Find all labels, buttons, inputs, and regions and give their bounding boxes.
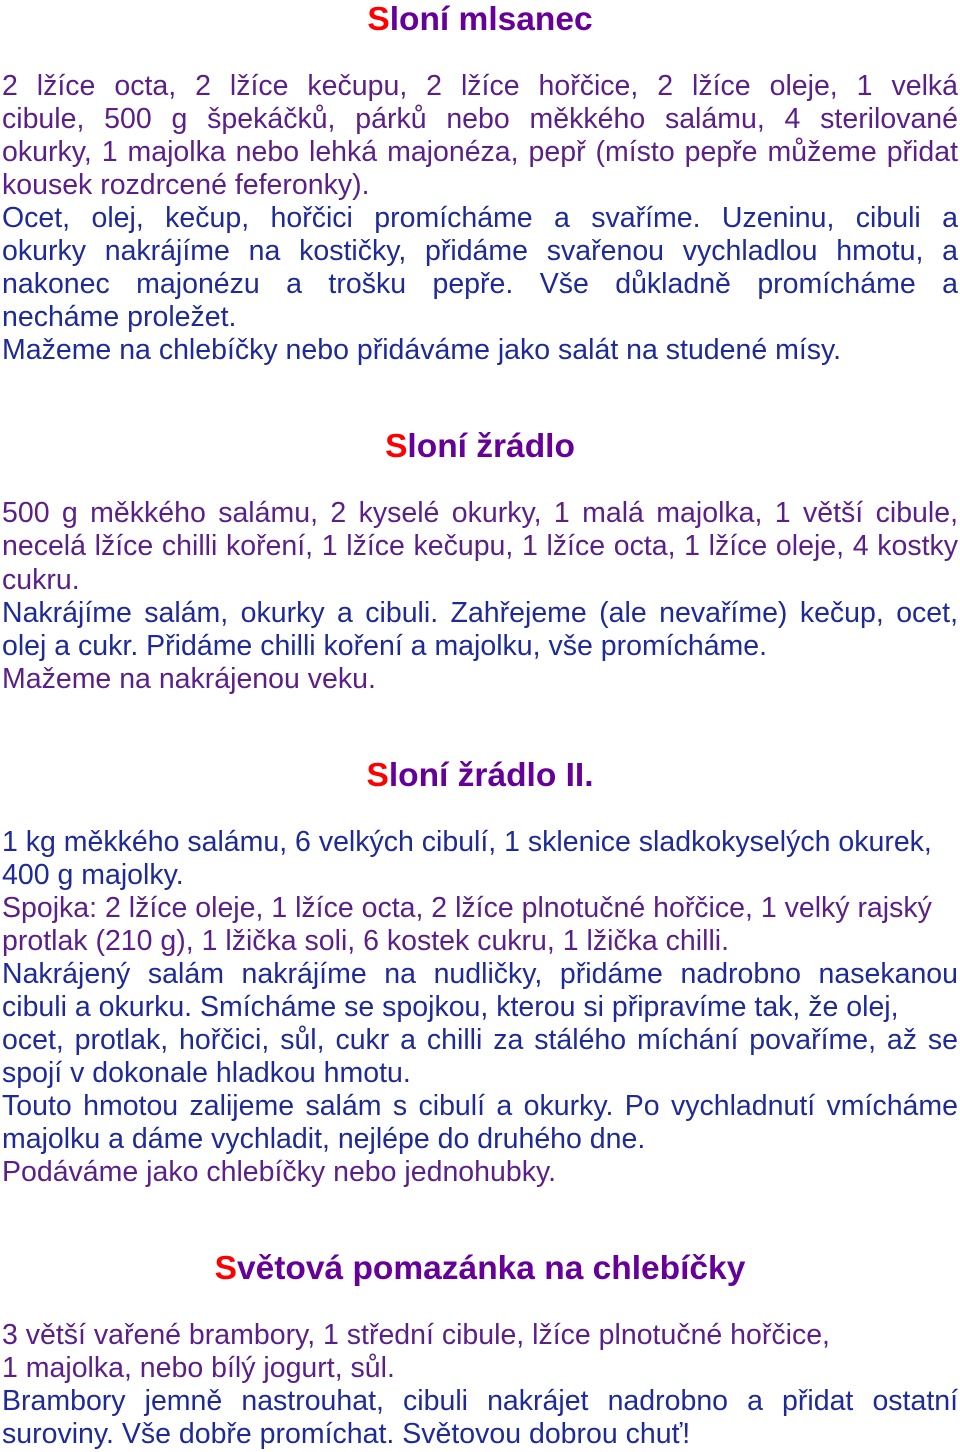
text-line: 2 lžíce octa, 2 lžíce kečupu, 2 lžíce hořčice, 2 lžíce oleje, 1 velká: [2, 70, 958, 102]
title-initial: S: [214, 1250, 238, 1288]
text-line: olej a cukr. Přidáme chilli koření a majolku, vše promícháme.: [2, 629, 768, 662]
instructions-paragraph: [2, 1090, 958, 1156]
text-line: okurky, 1 majolka nebo lehká majonéza, pepř (místo pepře můžeme přidat: [2, 136, 958, 169]
recipe-title: [2, 1250, 958, 1288]
text-line: Mažeme na nakrájenou veku.: [2, 662, 376, 695]
title-initial: S: [366, 756, 389, 794]
text-line: spojí v dokonale hladkou hmotu.: [2, 1057, 411, 1090]
text-line: okurky nakrájíme na kostičky, přidáme svařenou vychladlou hmotu, a: [2, 235, 958, 268]
title-rest: loní mlsanec: [389, 1, 593, 38]
text-line: Touto hmotou zalijeme salám s cibulí a okurky. Po vychladnutí vmícháme: [2, 1090, 958, 1123]
text-line: Brambory jemně nastrouhat, cibuli nakrájet nadrobno a přidat ostatní: [2, 1385, 958, 1418]
sauce-paragraph: [2, 892, 958, 958]
ingredients-paragraph: [2, 70, 958, 202]
instructions-paragraph: [2, 202, 958, 334]
text-line: suroviny. Vše dobře promíchat. Světovou dobrou chuť!: [2, 1418, 691, 1451]
text-line: 400 g majolky.: [2, 858, 184, 891]
text-line: Spojka: 2 lžíce oleje, 1 lžíce octa, 2 lžíce plnotučné hořčice, 1 velký rajský: [2, 891, 932, 924]
text-line: majolku a dáme vychladit, nejlépe do druhého dne.: [2, 1123, 646, 1156]
text-line: ocet, protlak, hořčici, sůl, cukr a chilli za stálého míchání povaříme, až se: [2, 1023, 958, 1056]
text-line: 1 kg měkkého salámu, 6 velkých cibulí, 1 sklenice sladkokyselých okurek,: [2, 825, 932, 858]
recipe-sloni-zradlo-ii: [2, 757, 958, 1190]
recipe-sloni-mlsanec: [2, 1, 958, 367]
text-line: nakonec majonézu a trošku pepře. Vše důkladně promícháme a: [2, 268, 958, 301]
text-line: Nakrájený salám nakrájíme na nudličky, přidáme nadrobno nasekanou: [2, 957, 958, 990]
text-line: kousek rozdrcené feferonky).: [2, 169, 370, 202]
ingredients-paragraph: [2, 1319, 958, 1385]
title-rest: větová pomazánka na chlebíčky: [237, 1250, 746, 1288]
instructions-paragraph: [2, 597, 958, 663]
text-line: cibule, 500 g špekáčků, párků nebo měkkého salámu, 4 sterilované: [2, 103, 958, 136]
recipe-title: [2, 757, 958, 795]
text-line: 1 majolka, nebo bílý jogurt, sůl.: [2, 1352, 395, 1385]
text-line: cibuli a okurku. Smícháme se spojkou, kterou si připravíme tak, že olej,: [2, 990, 899, 1023]
text-line: 500 g měkkého salámu, 2 kyselé okurky, 1 malá majolka, 1 větší cibule,: [2, 497, 958, 530]
text-line: 3 větší vařené brambory, 1 střední cibule, lžíce plnotučné hořčice,: [2, 1319, 830, 1352]
serving-paragraph: [2, 334, 958, 367]
text-line: Podáváme jako chlebíčky nebo jednohubky.: [2, 1156, 556, 1189]
instructions-paragraph: [2, 958, 958, 1090]
text-line: necelá lžíce chilli koření, 1 lžíce kečupu, 1 lžíce octa, 1 lžíce oleje, 4 kostky: [2, 530, 958, 563]
recipe-title: [2, 428, 958, 466]
title-rest: loní žrádlo: [407, 428, 575, 466]
recipe-title: [2, 1, 958, 39]
text-line: Nakrájíme salám, okurky a cibuli. Zahřejeme (ale nevaříme) kečup, ocet,: [2, 596, 958, 629]
recipe-sloni-zradlo: [2, 428, 958, 695]
ingredients-paragraph: [2, 497, 958, 596]
title-rest: loní žrádlo II.: [388, 756, 594, 794]
title-initial: S: [367, 1, 390, 38]
text-line: necháme proležet.: [2, 301, 237, 334]
recipe-svetova-pomazanka: [2, 1250, 958, 1451]
serving-paragraph: [2, 1156, 958, 1189]
ingredients-paragraph: [2, 826, 958, 892]
text-line: protlak (210 g), 1 lžička soli, 6 kostek cukru, 1 lžička chilli.: [2, 924, 730, 957]
title-initial: S: [385, 428, 408, 466]
serving-paragraph: [2, 663, 958, 696]
text-line: Ocet, olej, kečup, hořčici promícháme a svaříme. Uzeninu, cibuli a: [2, 202, 958, 235]
instructions-paragraph: [2, 1385, 958, 1451]
text-line: cukru.: [2, 563, 80, 596]
text-line: Mažeme na chlebíčky nebo přidáváme jako salát na studené mísy.: [2, 334, 842, 367]
